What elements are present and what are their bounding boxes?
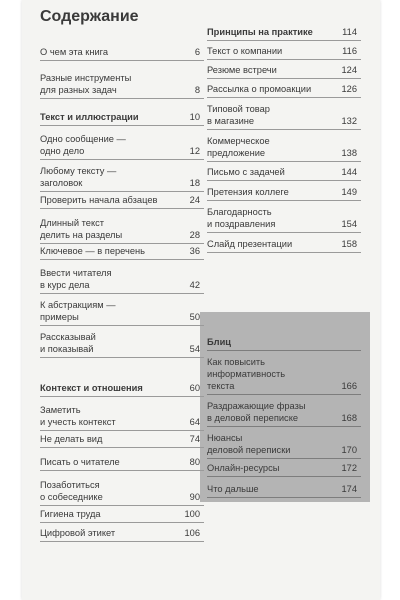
toc-entry	[207, 206, 357, 230]
toc-entry-label: Слайд презентации	[207, 239, 293, 249]
toc-page-number: 28	[189, 230, 200, 240]
toc-page-number: 42	[189, 280, 200, 290]
toc-underline	[40, 60, 204, 61]
toc-section-heading	[40, 111, 200, 123]
toc-section-heading	[207, 336, 231, 348]
toc-entry	[40, 133, 200, 157]
toc-entry	[40, 267, 200, 291]
toc-entry	[40, 456, 200, 468]
toc-page-number: 50	[189, 312, 200, 322]
toc-entry-label: для разных задач	[40, 85, 117, 95]
toc-page-number: 114	[342, 27, 357, 37]
toc-entry	[40, 217, 200, 241]
toc-page-number: 172	[341, 463, 357, 473]
toc-page-number: 168	[341, 413, 357, 423]
toc-underline	[207, 232, 361, 233]
toc-underline	[40, 159, 204, 160]
toc-page-number: 54	[189, 344, 200, 354]
toc-entry	[207, 400, 357, 424]
toc-entry-label: Контекст и отношения	[40, 383, 143, 393]
toc-page-number: 60	[189, 383, 200, 393]
toc-underline	[207, 180, 361, 181]
toc-entry-label: в магазине	[207, 116, 255, 126]
toc-entry-label: Нюансы	[207, 433, 243, 443]
toc-underline	[207, 200, 361, 201]
toc-page-number: 132	[341, 116, 357, 126]
toc-entry-label: Как повысить	[207, 357, 266, 367]
toc-entry-label: Письмо с задачей	[207, 167, 285, 177]
toc-page-number: 36	[189, 246, 200, 256]
toc-entry-label: и показывай	[40, 344, 94, 354]
toc-page-number: 74	[189, 434, 200, 444]
toc-entry-label: Одно сообщение —	[40, 134, 126, 144]
toc-page-number: 80	[189, 457, 200, 467]
toc-entry-label: заголовок	[40, 178, 83, 188]
toc-underline	[40, 541, 204, 542]
toc-entry-label: Текст о компании	[207, 46, 283, 56]
toc-page-number: 64	[189, 417, 200, 427]
toc-underline	[40, 447, 204, 448]
toc-page-number: 170	[341, 445, 357, 455]
toc-entry-label: Онлайн-ресурсы	[207, 463, 280, 473]
toc-underline	[40, 293, 204, 294]
toc-entry-label: Типовой товар	[207, 104, 270, 114]
toc-entry-label: Коммерческое	[207, 136, 270, 146]
toc-entry	[40, 433, 200, 445]
toc-entry-label: одно дело	[40, 146, 85, 156]
toc-entry	[207, 64, 357, 76]
toc-underline	[40, 396, 204, 397]
toc-entry-label: Что дальше	[207, 484, 259, 494]
toc-page-number: 8	[194, 85, 200, 95]
toc-page-number: 124	[341, 65, 357, 75]
toc-entry-label: Длинный текст	[40, 218, 105, 228]
toc-underline	[207, 497, 361, 498]
toc-page-number: 126	[341, 84, 357, 94]
toc-underline	[40, 259, 204, 260]
toc-page-number: 100	[184, 509, 200, 519]
toc-page-number: 10	[189, 112, 200, 122]
toc-page-number: 90	[189, 492, 200, 502]
toc-entry	[40, 46, 200, 58]
toc-entry	[207, 83, 357, 95]
toc-entry-label: Ключевое — в перечень	[40, 246, 146, 256]
toc-page-number: 24	[189, 195, 200, 205]
toc-entry-label: Рассылка о промоакции	[207, 84, 312, 94]
toc-entry-label: Претензия коллеге	[207, 187, 289, 197]
toc-entry	[40, 72, 200, 96]
toc-underline	[207, 350, 361, 351]
toc-entry	[40, 527, 200, 539]
toc-entry-label: о собеседнике	[40, 492, 103, 502]
toc-entry	[207, 103, 357, 127]
toc-entry-label: Ввести читателя	[40, 268, 112, 278]
toc-entry-label: предложение	[207, 148, 266, 158]
toc-page-number: 106	[184, 528, 200, 538]
toc-page-number: 154	[341, 219, 357, 229]
toc-entry-label: деловой переписки	[207, 445, 291, 455]
toc-entry	[207, 238, 357, 250]
toc-underline	[207, 476, 361, 477]
toc-entry-label: Рассказывай	[40, 332, 96, 342]
toc-underline	[40, 522, 204, 523]
toc-entry-label: Позаботиться	[40, 480, 100, 490]
toc-entry	[40, 331, 200, 355]
toc-entry-label: и учесть контекст	[40, 417, 116, 427]
toc-entry-label: в деловой переписке	[207, 413, 299, 423]
toc-underline	[207, 78, 361, 79]
toc-entry-label: Не делать вид	[40, 434, 103, 444]
toc-section-heading	[207, 26, 357, 38]
toc-page-number: 174	[341, 484, 357, 494]
toc-entry	[40, 165, 200, 189]
toc-underline	[40, 98, 204, 99]
toc-entry-label: Разные инструменты	[40, 73, 132, 83]
toc-underline	[40, 191, 204, 192]
toc-entry	[207, 432, 357, 456]
toc-page-number: 12	[189, 146, 200, 156]
toc-underline	[207, 458, 361, 459]
toc-entry	[40, 299, 200, 323]
toc-underline	[40, 505, 204, 506]
toc-page-number: 149	[341, 187, 357, 197]
toc-entry	[40, 479, 200, 503]
toc-page-number: 158	[341, 239, 357, 249]
toc-entry-label: Цифровой этикет	[40, 528, 116, 538]
toc-underline	[207, 59, 361, 60]
toc-entry	[207, 135, 357, 159]
toc-page-number: 18	[189, 178, 200, 188]
toc-entry-label: Раздражающие фразы	[207, 401, 306, 411]
toc-entry	[207, 462, 357, 474]
toc-entry-label: делить на разделы	[40, 230, 123, 240]
toc-entry-label: текста	[207, 381, 235, 391]
toc-underline	[207, 252, 361, 253]
toc-entry	[207, 186, 357, 198]
toc-underline	[207, 97, 361, 98]
toc-entry-label: О чем эта книга	[40, 47, 109, 57]
toc-entry	[207, 45, 357, 57]
toc-entry-label: Блиц	[207, 337, 232, 347]
toc-page-number: 138	[341, 148, 357, 158]
toc-underline	[207, 394, 361, 395]
toc-entry	[40, 404, 200, 428]
toc-entry-label: К абстракциям —	[40, 300, 116, 310]
toc-entry	[207, 356, 357, 392]
toc-entry-label: Текст и иллюстрации	[40, 112, 139, 122]
toc-underline	[207, 129, 361, 130]
toc-underline	[207, 40, 361, 41]
toc-underline	[40, 357, 204, 358]
toc-entry	[207, 166, 357, 178]
toc-page-number: 166	[341, 381, 357, 391]
toc-section-heading	[40, 382, 200, 394]
toc-underline	[40, 208, 204, 209]
toc-page-number: 6	[194, 47, 200, 57]
toc-entry-label: Проверить начала абзацев	[40, 195, 158, 205]
toc-entry-label: примеры	[40, 312, 79, 322]
toc-entry-label: в курс дела	[40, 280, 90, 290]
toc-entry-label: Писать о читателе	[40, 457, 120, 467]
toc-entry-label: Любому тексту —	[40, 166, 117, 176]
toc-underline	[40, 243, 204, 244]
toc-page-number: 144	[341, 167, 357, 177]
toc-entry-label: и поздравления	[207, 219, 276, 229]
toc-underline	[40, 325, 204, 326]
toc-entry	[40, 194, 200, 206]
toc-page-number: 116	[342, 46, 357, 56]
toc-entry-label: информативность	[207, 369, 286, 379]
toc-entry-label: Принципы на практике	[207, 27, 313, 37]
toc-entry-label: Заметить	[40, 405, 81, 415]
toc-underline	[40, 125, 204, 126]
toc-entry-label: Благодарность	[207, 207, 272, 217]
toc-entry	[40, 508, 200, 520]
toc-entry-label: Гигиена труда	[40, 509, 101, 519]
toc-underline	[207, 426, 361, 427]
toc-underline	[207, 161, 361, 162]
book-page	[22, 0, 380, 600]
toc-entry	[207, 483, 357, 495]
toc-underline	[40, 470, 204, 471]
toc-underline	[40, 430, 204, 431]
toc-entry	[40, 245, 200, 257]
toc-entry-label: Резюме встречи	[207, 65, 277, 75]
page-title: Содержание	[40, 8, 139, 25]
